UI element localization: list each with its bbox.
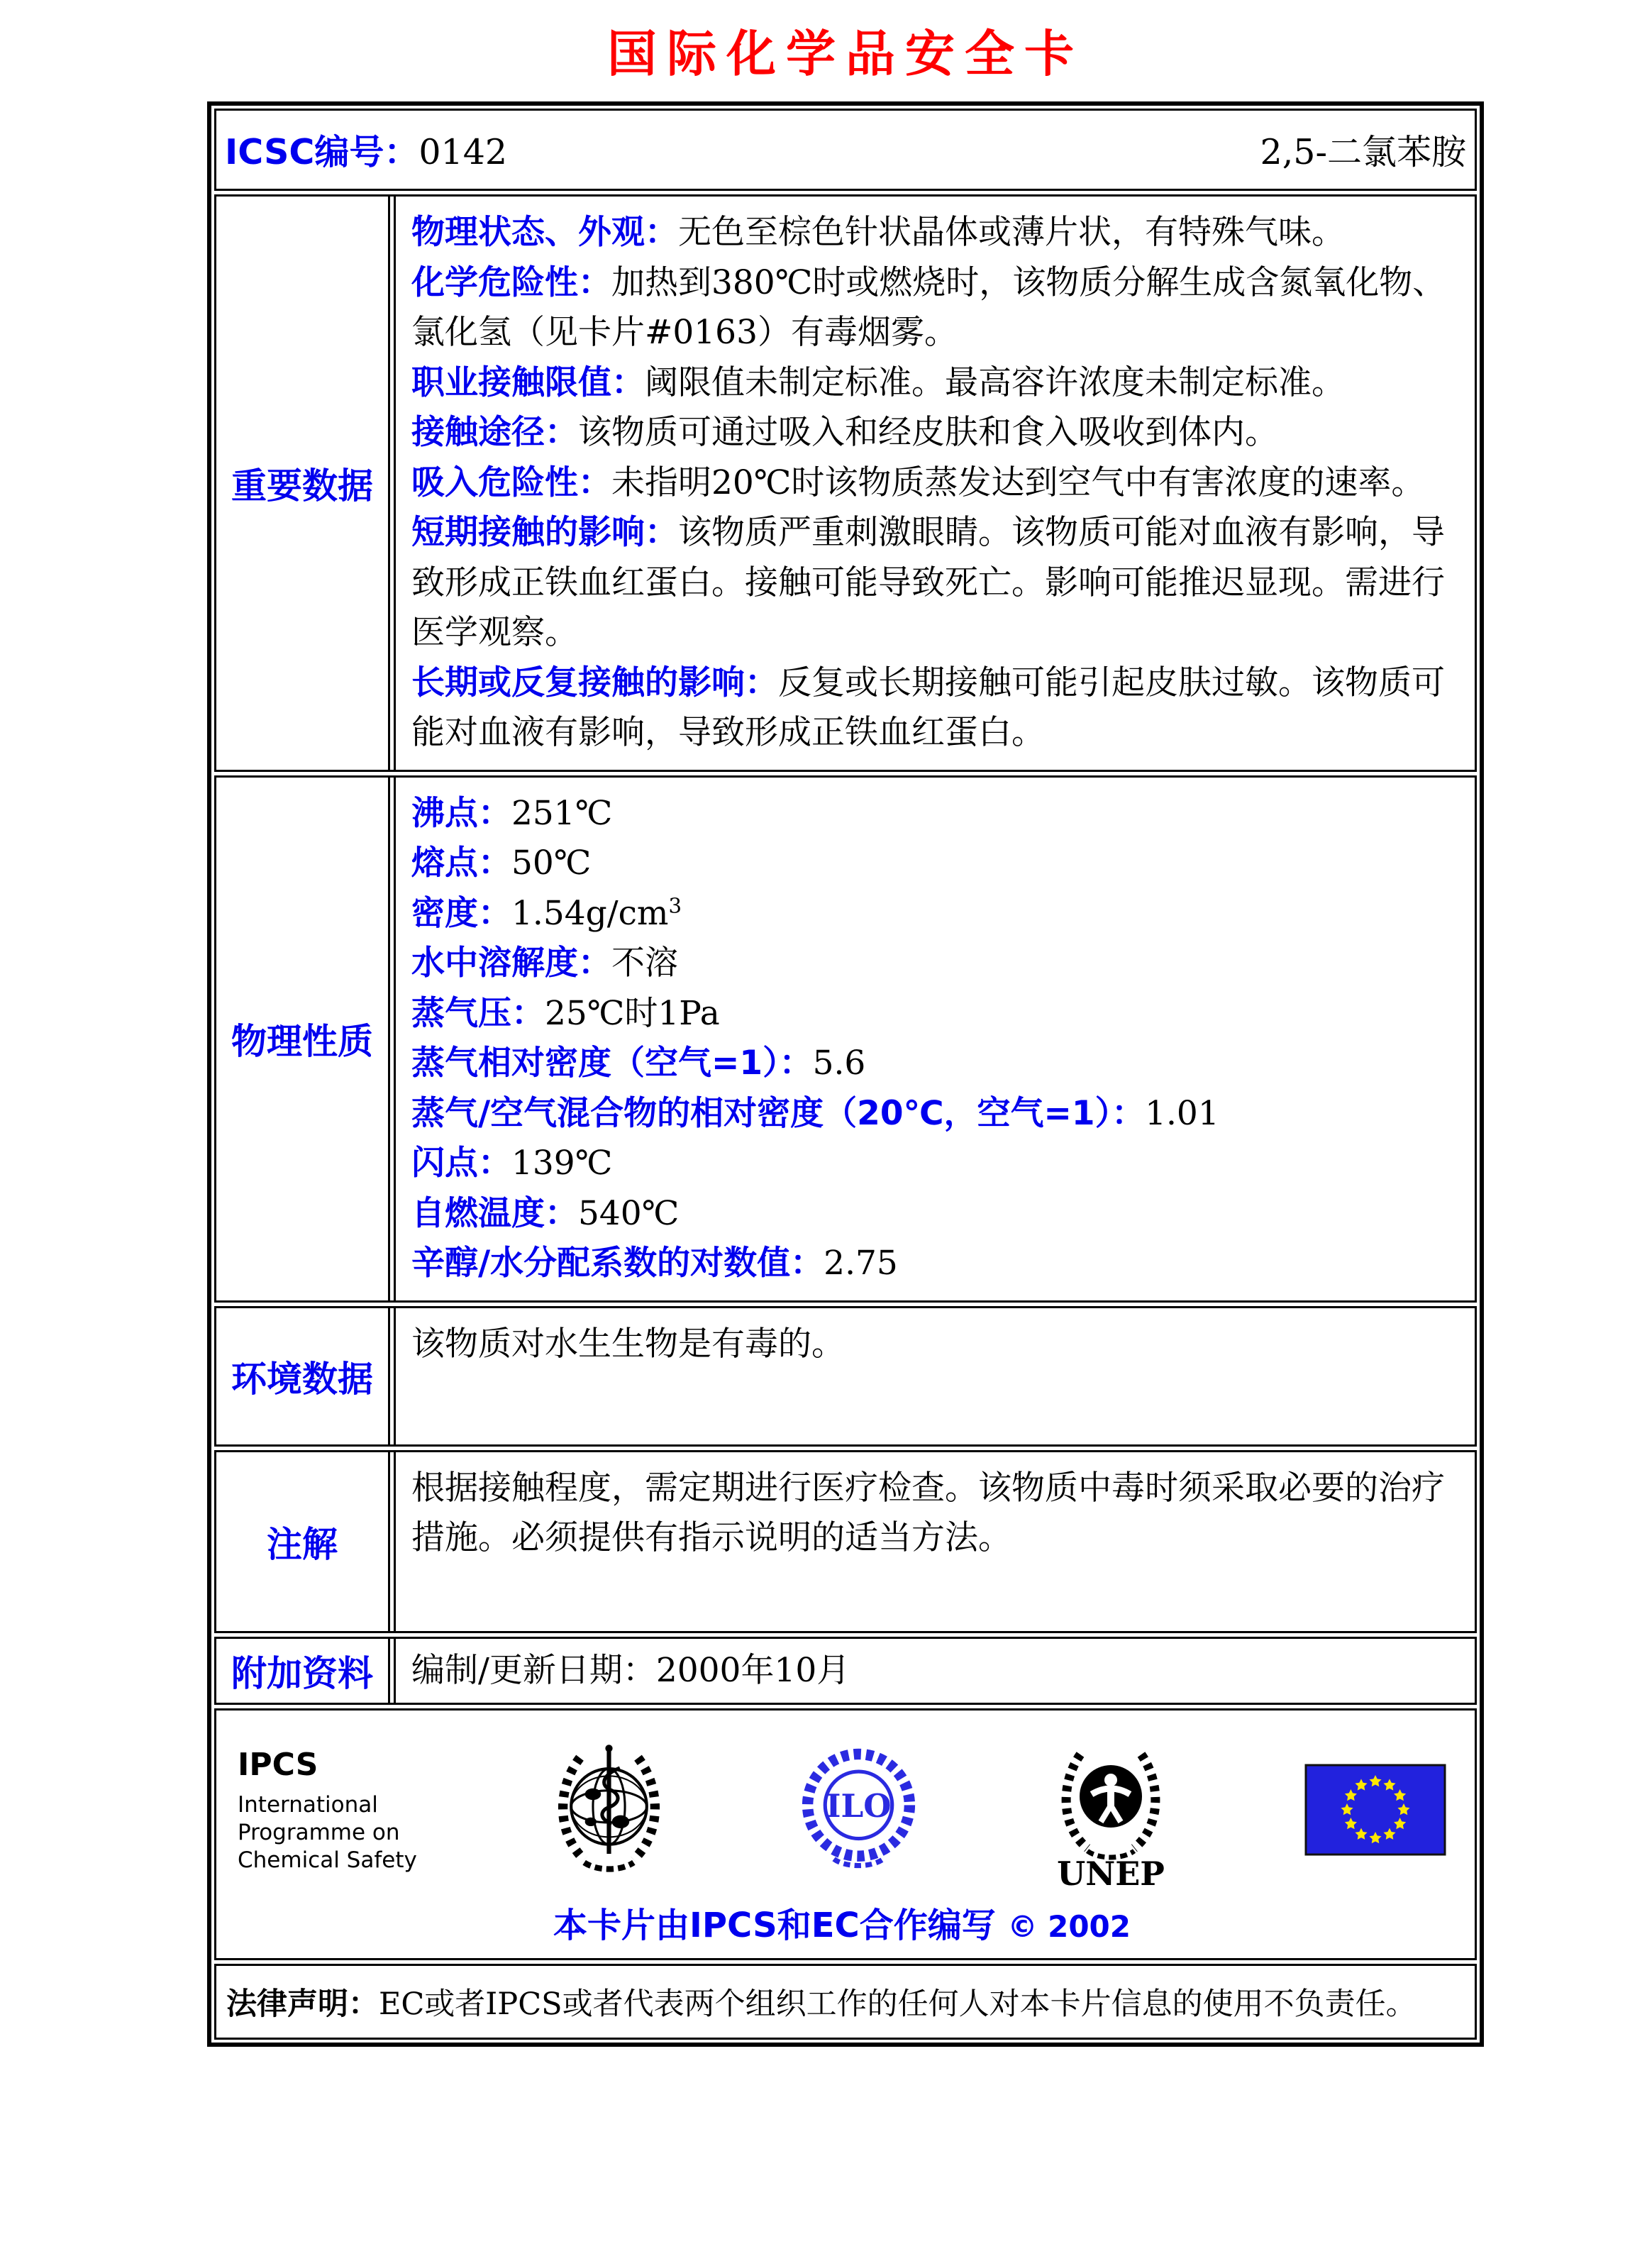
field-label: 蒸气相对密度（空气=1）：: [411, 1044, 813, 1083]
physical-properties-content: [394, 778, 1475, 1300]
document-sheet: [207, 14, 1484, 2047]
section-label-important-data: 重要数据: [216, 197, 390, 770]
section-important-data: [214, 194, 1477, 772]
field-label: 化学危险性：: [411, 262, 611, 302]
field-value: 139℃: [511, 1144, 613, 1183]
section-notes: [214, 1450, 1477, 1633]
section-logos: [214, 1708, 1477, 1960]
field-label: 编制/更新日期：: [411, 1650, 656, 1690]
section-additional-info: [214, 1637, 1477, 1706]
field-value: 251℃: [511, 793, 613, 833]
field-value: 2000年10月: [655, 1650, 850, 1690]
ipcs-title: IPCS: [238, 1747, 318, 1784]
field-value: 阈限值未制定标准。最高容许浓度未制定标准。: [645, 363, 1345, 402]
field-label: 物理状态、外观：: [411, 213, 678, 252]
field-value: 2.75: [824, 1244, 898, 1283]
field-label: 熔点：: [411, 844, 511, 883]
section-physical-properties: [214, 775, 1477, 1303]
field-value: 540℃: [578, 1193, 680, 1233]
logos-line: [238, 1729, 1446, 1891]
field-value: 1.01: [1145, 1093, 1219, 1133]
card-header-row: [214, 109, 1477, 191]
data-row: [411, 889, 1459, 939]
data-row: [411, 258, 1459, 358]
section-label-physical-properties: 物理性质: [216, 778, 390, 1300]
section-legal-notice: [214, 1964, 1477, 2040]
icsc-card: [207, 101, 1484, 2047]
unep-logo-icon: [1050, 1729, 1171, 1891]
field-value: 无色至棕色针状晶体或薄片状，有特殊气味。: [678, 213, 1345, 252]
field-label: 接触途径：: [411, 413, 578, 452]
copyright-text: © 2002: [1007, 1909, 1131, 1944]
section-label-additional-info: 附加资料: [216, 1639, 390, 1703]
data-row: [411, 208, 1459, 258]
data-row: [411, 1189, 1459, 1239]
unep-logo-text: UNEP: [1057, 1855, 1165, 1891]
ipcs-line: Programme on: [238, 1820, 400, 1846]
legal-notice-text: EC或者IPCS或者代表两个组织工作的任何人对本卡片信息的使用不负责任。: [379, 1986, 1417, 2022]
chemical-name: 2,5-二氯苯胺: [1260, 132, 1466, 172]
field-label: 水中溶解度：: [411, 944, 611, 983]
data-row: [411, 658, 1459, 758]
ipcs-line: Chemical Safety: [238, 1847, 417, 1873]
data-row: [411, 508, 1459, 658]
field-label: 闪点：: [411, 1144, 511, 1183]
field-value: 50℃: [511, 844, 592, 883]
ilo-logo-icon: [800, 1742, 917, 1877]
section-label-notes: 注解: [216, 1452, 390, 1631]
who-logo-icon: [550, 1737, 667, 1883]
additional-info-content: [394, 1639, 1475, 1703]
field-value: 1.54g/cm: [511, 893, 669, 933]
field-label: 沸点：: [411, 793, 511, 833]
field-label: 蒸气压：: [411, 993, 545, 1033]
section-environmental-data: [214, 1306, 1477, 1447]
field-label: 自燃温度：: [411, 1193, 578, 1233]
field-label: 短期接触的影响：: [411, 513, 678, 552]
ipcs-text-block: [238, 1745, 417, 1874]
field-value: 加热到380℃时或燃烧时，该物质分解生成含氮氧化物、氯化氢（见卡片#0163）有毒烟雾。: [411, 262, 1446, 352]
environmental-data-text: 该物质对水生生物是有毒的。: [411, 1324, 845, 1364]
field-label: 吸入危险性：: [411, 463, 611, 502]
data-row: [411, 989, 1459, 1039]
section-label-environmental-data: 环境数据: [216, 1308, 390, 1444]
ilo-logo-text: ILO: [826, 1786, 892, 1825]
ipcs-line: International: [238, 1792, 378, 1818]
field-value: 未指明20℃时该物质蒸发达到空气中有害浓度的速率。: [611, 463, 1425, 502]
icsc-number-label: ICSC编号：: [225, 132, 419, 172]
field-value: 5.6: [812, 1044, 866, 1083]
data-row: [411, 458, 1459, 509]
credit-text: 本卡片由IPCS和EC合作编写: [553, 1906, 996, 1945]
icsc-number-value: 0142: [418, 132, 508, 172]
field-value: 25℃时1Pa: [545, 993, 720, 1033]
field-label: 辛醇/水分配系数的对数值：: [411, 1244, 824, 1283]
field-label: 蒸气/空气混合物的相对密度（20℃，空气=1）：: [411, 1093, 1146, 1133]
field-value: 反复或长期接触可能引起皮肤过敏。该物质可能对血液有影响，导致形成正铁血红蛋白。: [411, 663, 1445, 752]
data-row: [411, 839, 1459, 889]
field-value-superscript: 3: [668, 892, 682, 917]
field-label: 长期或反复接触的影响：: [411, 663, 778, 702]
notes-text: 根据接触程度，需定期进行医疗检查。该物质中毒时须采取必要的治疗措施。必须提供有指示说明的适当方法。: [411, 1468, 1445, 1557]
data-row: [411, 1089, 1459, 1139]
data-row: [411, 939, 1459, 989]
field-value: 该物质严重刺激眼睛。该物质可能对血液有影响，导致形成正铁血红蛋白。接触可能导致死亡。影响可能推迟显现。需进行医学观察。: [411, 513, 1445, 652]
important-data-content: [394, 197, 1475, 770]
data-row: [411, 1139, 1459, 1189]
field-value: 该物质可通过吸入和经皮肤和食入吸收到体内。: [578, 413, 1278, 452]
data-row: [411, 789, 1459, 839]
data-row: [411, 1239, 1459, 1289]
field-label: 密度：: [411, 893, 511, 933]
credit-line: [238, 1898, 1446, 1947]
data-row: [411, 1646, 850, 1696]
page-title: 国际化学品安全卡: [607, 25, 1084, 83]
icsc-number: [225, 125, 507, 175]
legal-notice: [226, 1980, 1417, 2023]
eu-flag-icon: [1304, 1763, 1446, 1857]
field-value: 不溶: [611, 944, 678, 983]
data-row: [411, 358, 1459, 409]
legal-notice-label: 法律声明：: [226, 1986, 379, 2022]
field-label: 职业接触限值：: [411, 363, 645, 402]
environmental-data-content: [394, 1308, 1475, 1444]
data-row: [411, 1039, 1459, 1089]
notes-content: [394, 1452, 1475, 1631]
data-row: [411, 408, 1459, 458]
